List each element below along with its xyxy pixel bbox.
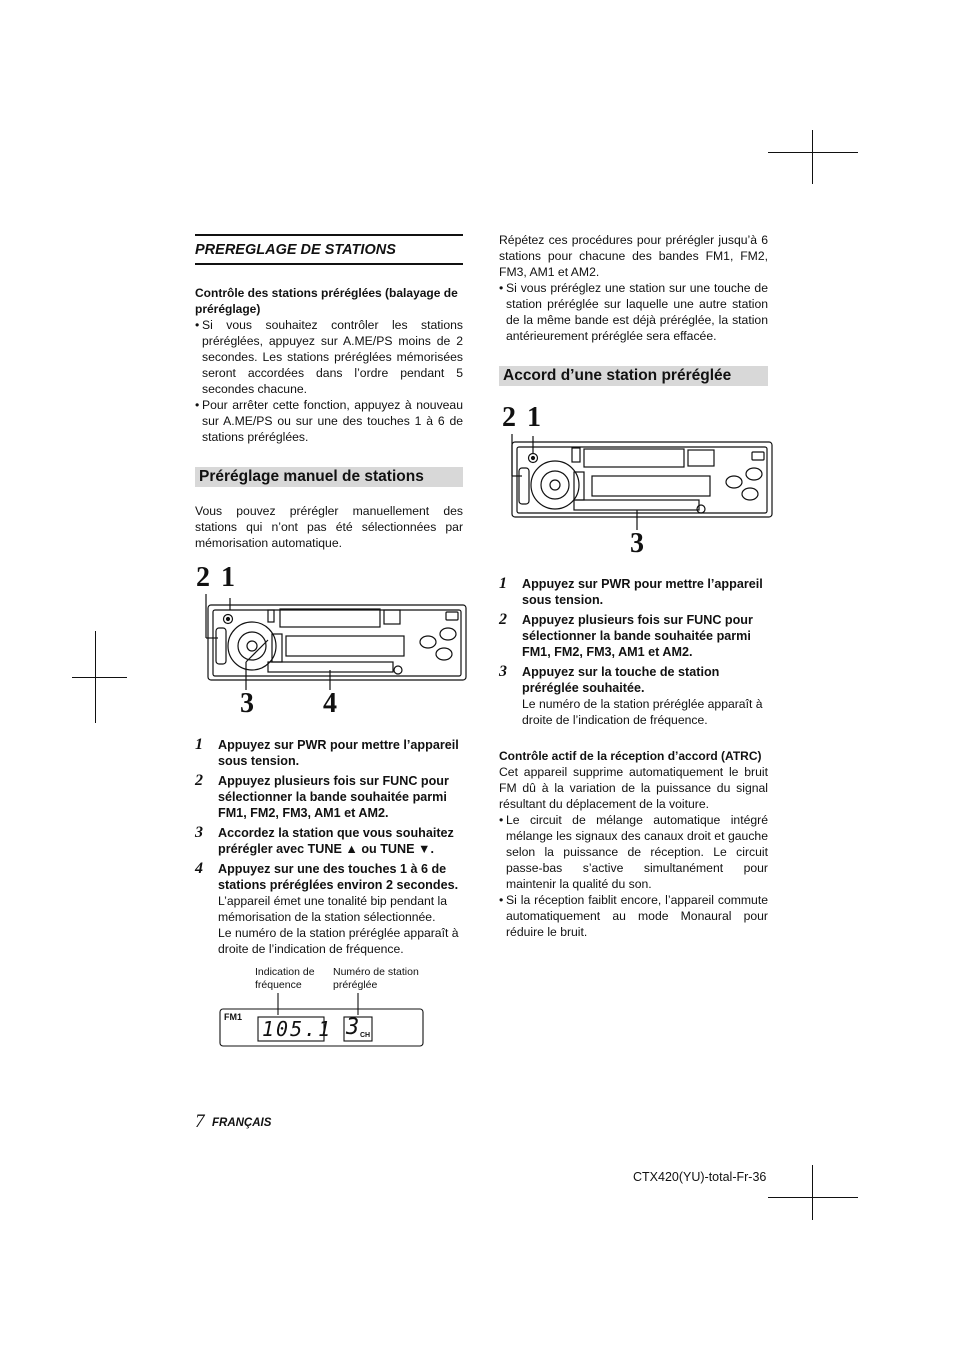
figure-callout-3: 3 <box>630 528 644 559</box>
step-item: 1 Appuyez sur PWR pour mettre l’appareil sous tension. <box>499 575 763 607</box>
repeat-intro: Répétez ces procédures pour prérégler jusqu’à 6 stations pour chacune des bandes FM1, FM2, FM3, AM1 et AM2. <box>499 233 768 279</box>
atrc-bullet: • Le circuit de mélange automatique intégré mélange les signaux des canaux droit et gauche selon la puissance de réception. Le circuit passe-bas s’active simultanément pour maintenir la qualité du son. <box>499 813 768 891</box>
car-stereo-illustration <box>196 590 471 690</box>
repeat-bullet: • Si vous préréglez une station sur une touche de station préréglée sur laquelle une autre station de la même bande est déjà préréglée, la station antérieurement préréglée sera effacée. <box>499 281 768 343</box>
scan-bullet: • Si vous souhaitez contrôler les stations préréglées, appuyez sur A.ME/PS moins de 2 secondes. Les stations préréglées mémorisées seront accordées dans l’ordre pendant 5 secondes chacune. <box>195 318 463 396</box>
manual-intro: Vous pouvez prérégler manuellement des stations qui n’ont pas été sélectionnées par mémorisation automatique. <box>195 504 463 550</box>
figure-callout-21: 2 1 <box>196 562 237 593</box>
atrc-bullet: • Si la réception faiblit encore, l’appareil commute automatiquement au mode Monaural pour réduire le bruit. <box>499 893 768 939</box>
crop-mark <box>768 152 858 153</box>
display-band: FM1 <box>224 1012 242 1022</box>
crop-mark <box>95 631 96 723</box>
caption-frequency: Indication de fréquence <box>255 966 315 991</box>
step-item: 3 Accordez la station que vous souhaitez prérégler avec TUNE ▲ ou TUNE ▼. <box>195 824 454 856</box>
left-column <box>195 234 463 551</box>
section-title-accord: Accord d’une station préréglée <box>499 366 768 386</box>
section-title-prereglage: PREREGLAGE DE STATIONS <box>195 234 463 265</box>
step-item: 2 Appuyez plusieurs fois sur FUNC pour sélectionner la bande souhaitée parmi FM1, FM2, FM3, AM1 et AM2. <box>195 772 449 820</box>
display-ch-label: CH <box>360 1032 371 1039</box>
crop-mark <box>812 130 813 184</box>
crop-mark <box>812 1165 813 1220</box>
document-code: CTX420(YU)-total-Fr-36 <box>633 1170 767 1184</box>
scan-subhead: Contrôle des stations préréglées (balayage de préréglage) <box>195 286 458 316</box>
caption-preset: Numéro de station préréglée <box>333 966 419 991</box>
display-frequency: 105.1 <box>262 1017 333 1041</box>
language-label: FRANÇAIS <box>212 1117 272 1129</box>
figure-callout-3: 3 <box>240 688 254 719</box>
atrc-intro: Cet appareil supprime automatiquement le bruit FM dû à la variation de la puissance du signal résultant du déplacement de la voiture. <box>499 765 768 811</box>
atrc-subhead: Contrôle actif de la réception d’accord (ATRC) <box>499 749 762 763</box>
left-steps <box>195 733 464 957</box>
step-item: 2 Appuyez plusieurs fois sur FUNC pour sélectionner la bande souhaitée parmi FM1, FM2, FM3, AM1 et AM2. <box>499 611 753 659</box>
car-stereo-illustration <box>502 430 777 530</box>
figure-callout-4: 4 <box>323 688 337 719</box>
step-item: 4 Appuyez sur une des touches 1 à 6 de stations préréglées environ 2 secondes. L’appareil émet une tonalité bip pendant la mémorisation de la station sélectionnée. Le numéro de la station préréglée apparaît à droite de l’indication de fréquence. <box>195 860 459 956</box>
display-preset-number: 3 <box>346 1015 360 1040</box>
figure-callout-21: 2 1 <box>502 402 543 433</box>
scan-bullet: • Pour arrêter cette fonction, appuyez à nouveau sur A.ME/PS ou sur une des touches 1 à 6 de stations préréglées. <box>195 398 463 444</box>
right-column <box>499 232 768 386</box>
page-number: 7 <box>195 1111 205 1132</box>
right-steps <box>499 572 768 940</box>
crop-mark <box>768 1197 858 1198</box>
section-title-manual: Préréglage manuel de stations <box>195 467 463 487</box>
step-item: 3 Appuyez sur la touche de station préréglée souhaitée. Le numéro de la station préréglée apparaît à droite de l’indication de fréquence. <box>499 663 763 727</box>
crop-mark <box>72 677 127 678</box>
step-item: 1 Appuyez sur PWR pour mettre l’appareil sous tension. <box>195 736 459 768</box>
